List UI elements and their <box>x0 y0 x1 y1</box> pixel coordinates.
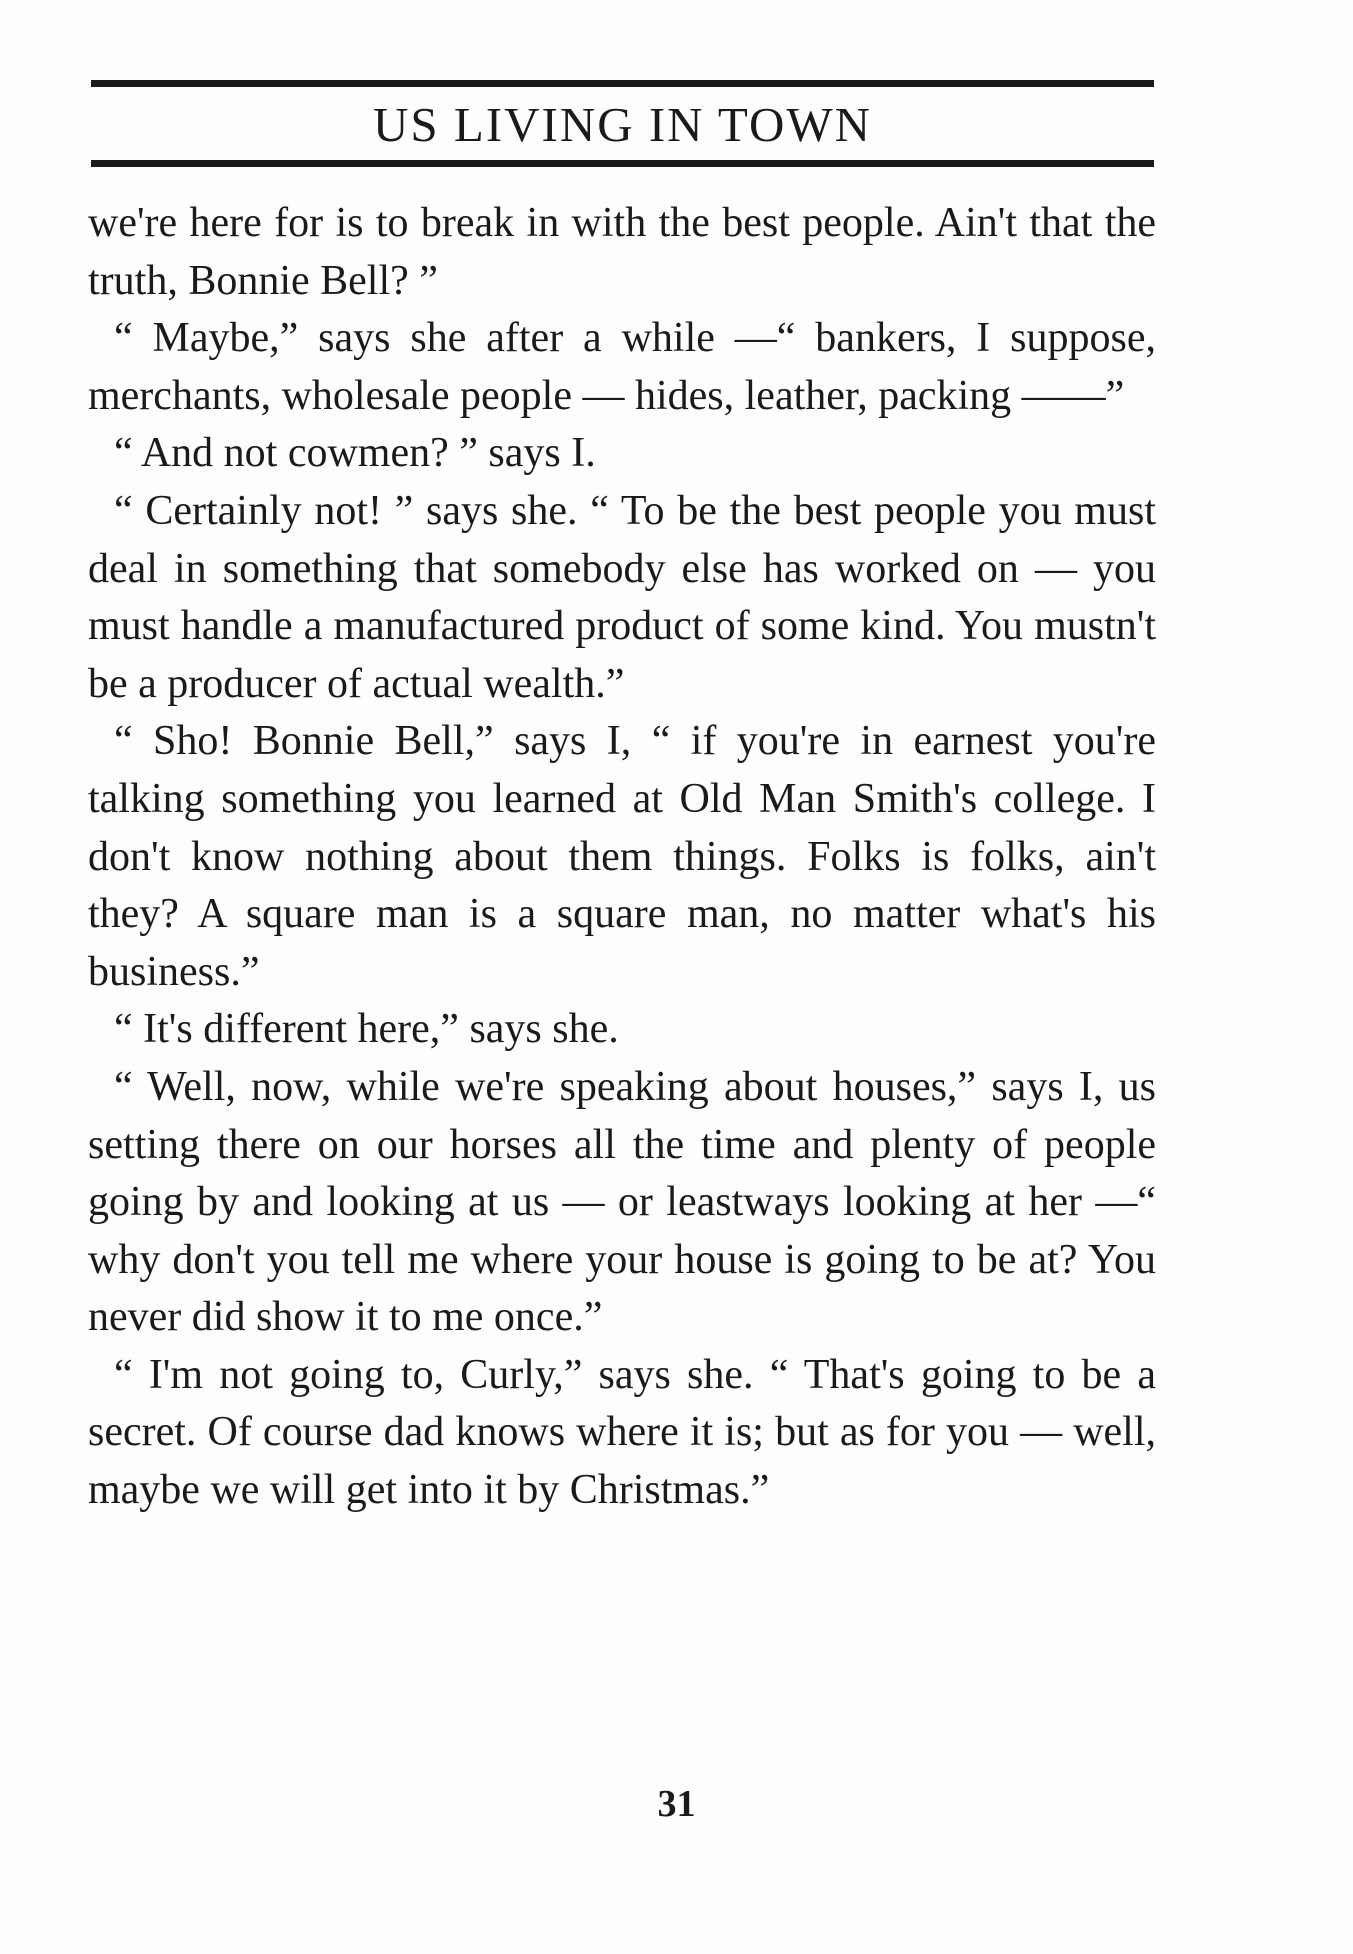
paragraph: “ Maybe,” says she after a while —“ bankers, I suppose, merchants, wholesale people — hides, leather, packing ——” <box>88 315 1156 419</box>
paragraph: “ Sho! Bonnie Bell,” says I, “ if you're in earnest you're talking something you learned at Old Man Smith's college. I don't know nothing about them things. Folks is folks, ain't they? A square man is a square man, no matter what's his business.” <box>88 718 1156 995</box>
paragraph-continued: we're here for is to break in with the best people. Ain't that the truth, Bonnie Bell? ” <box>88 200 1156 304</box>
body-text <box>88 195 1156 1520</box>
header-rule-top <box>91 80 1154 87</box>
header-rule-bottom <box>91 160 1154 167</box>
paragraph: “ And not cowmen? ” says I. <box>114 430 596 477</box>
paragraph: “ Well, now, while we're speaking about houses,” says I, us setting there on our horses all the time and plenty of people going by and looking at us — or leastways looking at her —“ why don't you tell me where your house is going to be at? You never did show it to me once.” <box>88 1063 1156 1341</box>
running-head: US LIVING IN TOWN <box>373 97 872 152</box>
paragraph: “ Certainly not! ” says she. “ To be the best people you must deal in something that somebody else has worked on — you must handle a manufactured product of some kind. You mustn't be a producer of actual wealth.” <box>88 487 1156 707</box>
paragraph: “ I'm not going to, Curly,” says she. “ That's going to be a secret. Of course dad knows where it is; but as for you — well, maybe we will get into it by Christmas.” <box>88 1351 1156 1514</box>
page-number: 31 <box>657 1783 696 1825</box>
paragraph: “ It's different here,” says she. <box>114 1006 619 1053</box>
